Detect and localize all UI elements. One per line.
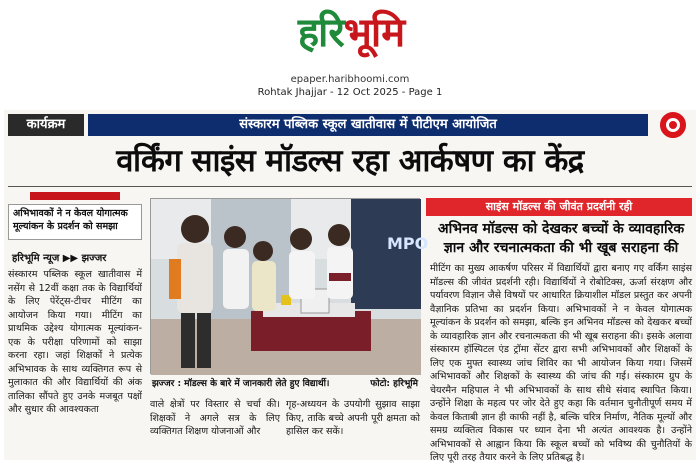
masthead <box>0 0 700 104</box>
right-subheadline: अभिनव मॉडल्स को देखकर बच्चों के व्यावहारिक ज्ञान और रचनात्मकता की भी खूब सराहना की <box>437 221 685 256</box>
left-column <box>8 190 142 460</box>
category-tag: कार्यक्रम <box>8 114 84 136</box>
red-ribbon <box>30 192 120 200</box>
photo-caption: झज्जर : मॉडल्स के बारे में जानकारी लेते हुए विद्यार्थी। <box>152 379 330 389</box>
photo-credit: फोटो: हरिभूमि <box>370 379 418 389</box>
pullquote-box: अभिभावकों ने न केवल योगात्मक मूल्यांकन के प्रदर्शन को समझा <box>8 204 142 240</box>
right-body-text: मीटिंग का मुख्य आकर्षण परिसर में विद्यार्थियों द्वारा बनाए गए वर्किंग साइंस मॉडल्स की जीवंत प्रदर्शनी रही। विद्यार्थियों ने रोबोटिक्स, ऊर्जा संरक्षण और पर्यावरण विज्ञान जैसे विषयों पर आधारित क्रियाशील मॉडल प्रस्तुत कर अपनी वैज्ञानिक प्रतिभा का प्रदर्शन किया। अभिभावकों ने न केवल योगात्मक मूल्यांकन के प्रदर्शन को समझा, बल्कि इन अभिनव मॉडल्स को देखकर बच्चों के व्यावहारिक ज्ञान और रचनात्मकता की भी खूब सराहना की। इसके अलावा संस्कारम हॉस्पिटल एंड ट्रॉमा सेंटर द्वारा सभी अभिभावकों और शिक्षकों के लिए एक मुफ्त स्वास्थ्य जांच शिविर का भी आयोजन किया गया। जिसमें अभिभावकों और शिक्षकों के स्वास्थ्य की जांच की गई। संस्कारम ग्रुप के चेयरमैन महिपाल ने भी अभिभावकों के साथ सीधे संवाद स्थापित किया। उन्होंने शिक्षा के महत्व पर जोर देते हुए कहा कि वर्तमान चुनौतीपूर्ण समय में केवल किताबी ज्ञान ही काफी नहीं है, बल्कि चरित्र निर्माण, नैतिक मूल्यों और समग्र व्यक्तित्व विकास पर ध्यान देना भी अत्यंत आवश्यक है। उन्होंने अभिभावकों से आह्वान किया कि स्कूल बच्चों को भविष्य की चुनौतियों के लिए पूरी तरह तैयार करने के लिए प्रतिबद्ध है। <box>430 263 692 463</box>
column-3-text: गृह-अध्ययन के उपयोगी सुझाव साझा किए, ताकि बच्चे अपनी पूरी क्षमता को हासिल कर सकें। <box>286 399 420 437</box>
haribhoomi-logo[interactable] <box>268 8 434 58</box>
logo-main: हरि <box>297 9 344 56</box>
dateline: हरिभूमि न्यूज ▶▶ झज्जर <box>12 253 107 264</box>
edition-line: Rohtak Jhajjar - 12 Oct 2025 - Page 1 <box>257 87 443 98</box>
top-strip <box>4 112 696 138</box>
students-photo-illustration <box>151 199 429 375</box>
divider <box>8 186 692 187</box>
logo-accent: भूमि <box>343 9 405 56</box>
svg-text:MPO: MPO <box>387 234 429 253</box>
school-logo-icon <box>658 112 688 138</box>
news-photo[interactable] <box>150 198 429 374</box>
column-2-text: वाले क्षेत्रों पर विस्तार से चर्चा की। शिक्षकों ने अगले सत्र के लिए व्यक्तिगत शिक्षण योजनाओं और <box>150 399 280 437</box>
right-section-header: साइंस मॉडल्स की जीवंत प्रदर्शनी रही <box>426 198 692 216</box>
newspaper-clipping <box>4 110 696 463</box>
left-body-text: संस्कारम पब्लिक स्कूल खातीवास में नसेंग से 12वीं कक्षा तक के विद्यार्थियों के लिए पेरेंट्स-टीचर मीटिंग का आयोजन किया गया। मीटिंग का प्राथमिक उद्देश्य योगात्मक मूल्यांकन-एक के परीक्षा परिणामों को साझा करना रहा। जहां शिक्षकों ने प्रत्येक अभिभावक के साथ व्यक्तिगत रूप से मुलाकात की और विद्यार्थियों की अंक तालिका सौंपते हुए उनके मजबूत पक्षों और सुधार की आवश्यकता <box>8 269 142 415</box>
photo-caption-bar <box>150 376 420 390</box>
kicker-banner: संस्कारम पब्लिक स्कूल खातीवास में पीटीएम आयोजित <box>88 114 648 136</box>
headline: वर्किंग साइंस मॉडल्स रहा आर्कषण का केंद्र <box>116 143 584 179</box>
epaper-url[interactable]: epaper.haribhoomi.com <box>290 74 410 85</box>
